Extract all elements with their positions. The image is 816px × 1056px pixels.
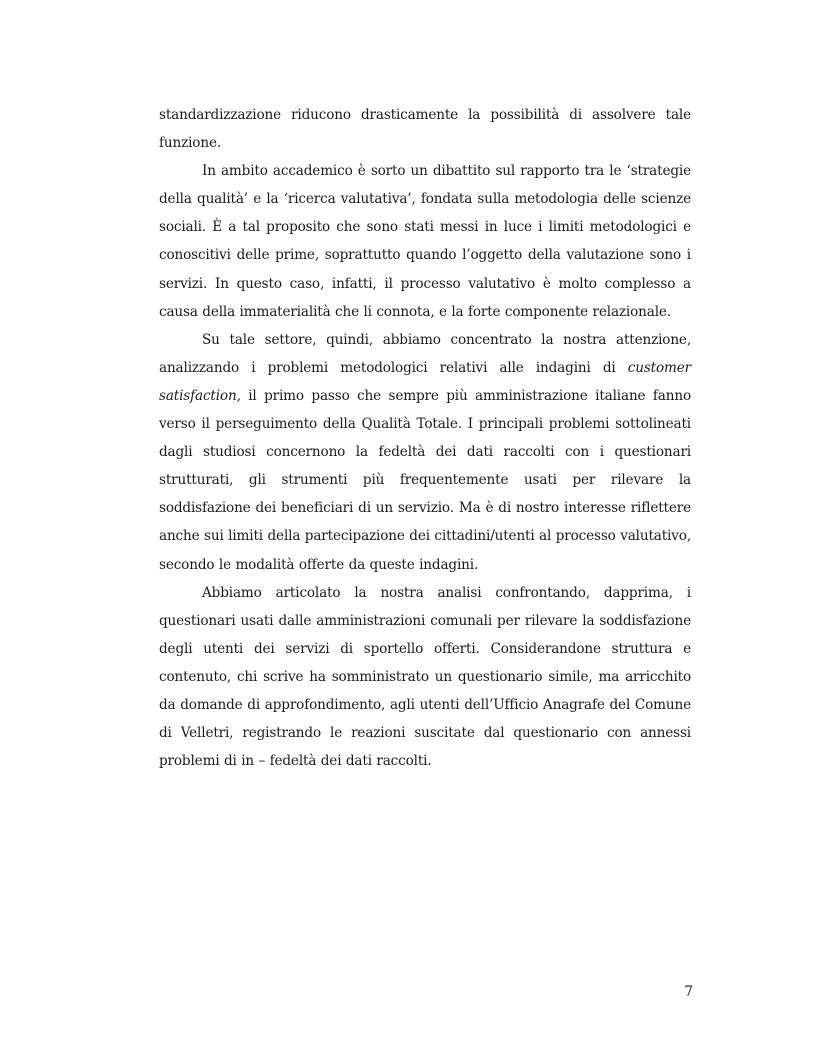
paragraph (159, 157, 691, 326)
body-text (159, 101, 691, 775)
page-number: 7 (684, 984, 693, 1000)
text-run: il primo passo che sempre più amministrazione italiane fanno verso il perseguimento della Qualità Totale. I principali problemi sottolineati dagli studiosi concernono la fedeltà dei dati raccolti con i questionari strutturati, gli strumenti più frequentemente usati per rilevare la soddisfazione dei beneficiari di un servizio. Ma è di nostro interesse riflettere anche sui limiti della partecipazione dei cittadini/utenti al processo valutativo, secondo le modalità offerte da queste indagini. (159, 387, 691, 573)
text-run: standardizzazione riducono drasticamente la possibilità di assolvere tale funzione. (159, 107, 691, 152)
paragraph (159, 326, 691, 579)
text-run: Su tale settore, quindi, abbiamo concentrato la nostra attenzione, analizzando i problemi metodologici relativi alle indagini di (159, 331, 691, 376)
paragraph (159, 101, 691, 157)
italic-text: customer satisfaction, (159, 359, 691, 404)
text-run: In ambito accademico è sorto un dibattito sul rapporto tra le ‘strategie della qualità’ e la ‘ricerca valutativa’, fondata sulla metodologia delle scienze sociali. È a tal proposito che sono stati messi in luce i limiti metodologici e conoscitivi delle prime, soprattutto quando l’oggetto della valutazione sono i servizi. In questo caso, infatti, il processo valutativo è molto complesso a causa della immaterialità che li connota, e la forte componente relazionale. (159, 163, 691, 320)
text-run: Abbiamo articolato la nostra analisi confrontando, dapprima, i questionari usati dalle amministrazioni comunali per rilevare la soddisfazione degli utenti dei servizi di sportello offerti. Considerandone struttura e contenuto, chi scrive ha somministrato un questionario simile, ma arricchito da domande di approfondimento, agli utenti dell’Ufficio Anagrafe del Comune di Velletri, registrando le reazioni suscitate dal questionario con annessi problemi di in – fedeltà dei dati raccolti. (159, 584, 691, 770)
paragraph (159, 579, 691, 776)
